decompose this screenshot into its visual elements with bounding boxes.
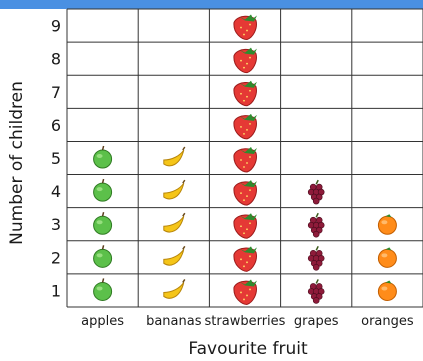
y-tick-label: 1 (50, 281, 62, 301)
grapes-icon (308, 246, 324, 270)
banana-icon (164, 246, 185, 265)
orange-icon (378, 214, 396, 234)
y-tick-label: 2 (50, 248, 62, 268)
apple-icon (94, 278, 112, 300)
banana-icon (164, 147, 185, 166)
strawberry-icon (234, 81, 257, 106)
y-tick-label: 4 (50, 182, 62, 202)
apple-icon (94, 212, 112, 234)
banana-icon (164, 213, 185, 232)
banana-icon (164, 180, 185, 199)
x-category-label: bananas (146, 314, 202, 329)
strawberry-icon (234, 15, 257, 40)
x-axis-title: Favourite fruit (188, 339, 308, 359)
y-tick-label: 7 (50, 82, 62, 102)
banana-icon (164, 279, 185, 298)
strawberry-icon (234, 279, 257, 304)
y-tick-label: 5 (50, 149, 62, 168)
y-tick-label: 8 (50, 49, 62, 69)
orange-icon (378, 280, 396, 300)
strawberry-icon (234, 114, 257, 139)
y-axis-title: Number of children (7, 81, 27, 245)
y-tick-label: 3 (50, 215, 62, 235)
y-tick-label: 6 (50, 115, 62, 135)
apple-icon (94, 245, 112, 267)
apple-icon (94, 179, 112, 201)
strawberry-icon (234, 213, 257, 238)
x-category-label: apples (81, 314, 125, 329)
strawberry-icon (234, 246, 257, 271)
strawberry-icon (234, 48, 257, 73)
grapes-icon (308, 279, 324, 303)
orange-icon (378, 247, 396, 267)
x-category-label: strawberries (204, 314, 286, 329)
x-category-label: grapes (293, 314, 339, 329)
y-tick-label: 9 (50, 16, 62, 36)
x-category-label: oranges (361, 314, 414, 329)
pictogram-icons (94, 15, 397, 305)
y-axis-ticks (51, 17, 61, 301)
strawberry-icon (234, 147, 257, 172)
grapes-icon (308, 213, 324, 237)
x-axis-categories (81, 314, 414, 329)
strawberry-icon (234, 180, 257, 205)
apple-icon (94, 146, 112, 168)
grapes-icon (308, 180, 324, 204)
